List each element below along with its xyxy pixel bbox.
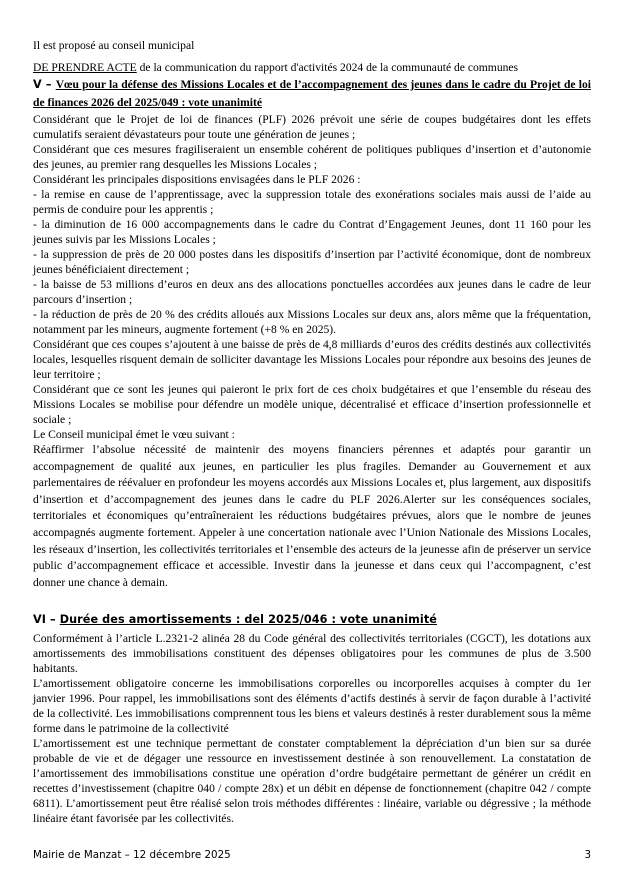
text-run: V – — [33, 78, 56, 91]
prendre-acte-line — [33, 60, 591, 75]
text-run: - la baisse de 53 millions d’euros en deux ans des allocations ponctuelles accordées aux jeunes dans le cadre de leur parcours d’insertion ; — [33, 278, 591, 306]
text-run: - la réduction de près de 20 % des crédits alloués aux Missions Locales sur deux ans, alors même que la fréquentation, notamment par les mineurs, augmente fortement (+8 % en 2025). — [33, 308, 591, 336]
text-run: Considérant les principales dispositions envisagées dans le PLF 2026 : — [33, 173, 361, 186]
section-v-heading — [33, 76, 591, 111]
paragraph — [33, 382, 591, 427]
text-run: L’amortissement obligatoire concerne les immobilisations corporelles ou incorporelles acquises à compter du 1er janvier 1996. Pour rappel, les immobilisations sont des éléments d’actifs destinés à servir de façon durable à l’activité de la collectivité. Les immobilisations comprennent tous les biens et valeurs destinés à rester durablement sous la même forme dans le patrimoine de la collectivité — [33, 677, 591, 736]
text-run: Réaffirmer l’absolue nécessité de maintenir des moyens financiers pérennes et adaptés pour garantir un accompagnement de qualité aux jeunes, en particulier les plus fragiles. Demander au Gouvernement et aux parlementaires de réévaluer en profondeur les moyens accordés aux Missions Locales et, plus largement, aux dispositifs d’insertion et d’accompagnement des jeunes dans le cadre du PLF 2026.Alerter sur les conséquences sociales, territoriales et économiques qu’entraîneraient les réductions budgétaires prévues, alors que le nombre de jeunes accompagnés augmente fortement. Appeler à une concertation nationale avec l’Union Nationale des Missions Locales, les réseaux d’insertion, les collectivités territoriales et l’ensemble des acteurs de la jeunesse afin de préserver un service public d’accompagnement efficace et accessible. Investir dans la jeunesse et dans ceux qui l’accompagnent, c’est donner une chance à demain. — [33, 443, 591, 589]
page-footer — [33, 849, 591, 861]
text-run: Le Conseil municipal émet le vœu suivant : — [33, 428, 235, 441]
text-run: - la suppression de près de 20 000 postes dans les dispositifs d’insertion par l’activité économique, dont de nombreux jeunes bénéficiaient directement ; — [33, 248, 591, 276]
text-run: Considérant que ces mesures fragiliseraient un ensemble cohérent de politiques publiques d’insertion et d’autonomie des jeunes, au premier rang desquelles les Missions Locales ; — [33, 143, 591, 171]
footer-text: Mairie de Manzat – 12 décembre 2025 — [33, 849, 231, 861]
page-number: 3 — [584, 849, 591, 861]
paragraph — [33, 427, 591, 442]
paragraph — [33, 112, 591, 142]
paragraph — [33, 172, 591, 187]
paragraph — [33, 142, 591, 172]
list-item — [33, 307, 591, 337]
text-run: - la remise en cause de l’apprentissage, avec la suppression totale des exonérations sociales mais aussi de l’aide au permis de conduire pour les apprentis ; — [33, 188, 591, 216]
list-item — [33, 247, 591, 277]
text-run: - la diminution de 16 000 accompagnements dans le cadre du Contrat d’Engagement Jeunes, dont 11 160 pour les jeunes suivis par les Missions Locales ; — [33, 218, 591, 246]
list-item — [33, 277, 591, 307]
text-run: VI – — [33, 613, 60, 627]
paragraph — [33, 337, 591, 382]
text-run: Il est proposé au conseil municipal — [33, 39, 195, 52]
paragraph — [33, 736, 591, 826]
text-run: Durée des amortissements : del 2025/046 : vote unanimité — [59, 613, 437, 627]
intro-line — [33, 38, 591, 53]
voeu-paragraph — [33, 442, 591, 591]
list-item — [33, 217, 591, 247]
text-run: Considérant que ces coupes s’ajoutent à une baisse de près de 4,8 milliards d’euros des crédits destinés aux collectivités locales, lesquelles risquent demain de solliciter davantage les Missions Locales pour répondre aux besoins des jeunes de leur territoire ; — [33, 338, 591, 381]
list-item — [33, 187, 591, 217]
text-run: DE PRENDRE ACTE — [33, 61, 137, 74]
text-run: Considérant que le Projet de loi de finances (PLF) 2026 prévoit une série de coupes budgétaires dont les effets cumulatifs seraient dévastateurs pour toute une génération de jeunes ; — [33, 113, 591, 141]
text-run: Vœu pour la défense des Missions Locales et de l’accompagnement des jeunes dans le cadre du Projet de loi de finances 2026 del 2025/049 : vote unanimité — [33, 78, 592, 109]
text-run: L’amortissement est une technique permettant de constater comptablement la dépréciation d’un bien sur sa durée probable de vie et de dégager une ressource en investissement destinée à son renouvellement. La constatation de l’amortissement des immobilisations constitue une opération d’ordre budgétaire permettant de générer un crédit en recettes d’investissement (chapitre 040 / compte 28x) et un débit en dépense de fonctionnement (chapitre 042 / compte 6811). L’amortissement peut être réalisé selon trois méthodes différentes : linéaire, variable ou dégressive ; la méthode linéaire étant favorisée par les collectivités. — [33, 737, 591, 826]
paragraph — [33, 631, 591, 676]
paragraph — [33, 676, 591, 736]
document-body — [33, 38, 591, 826]
text-run: Considérant que ce sont les jeunes qui paieront le prix fort de ces choix budgétaires et que l’ensemble du réseau des Missions Locales se mobilise pour défendre un modèle unique, décentralisé et efficace d’insertion professionnelle et sociale ; — [33, 383, 591, 426]
section-vi-heading — [33, 612, 591, 627]
text-run: de la communication du rapport d'activités 2024 de la communauté de communes — [136, 61, 519, 74]
text-run: Conformément à l’article L.2321-2 alinéa 28 du Code général des collectivités territoriales (CGCT), les dotations aux amortissements des immobilisations constituent des dépenses obligatoires pour les communes de plus de 3.500 habitants. — [33, 632, 591, 676]
